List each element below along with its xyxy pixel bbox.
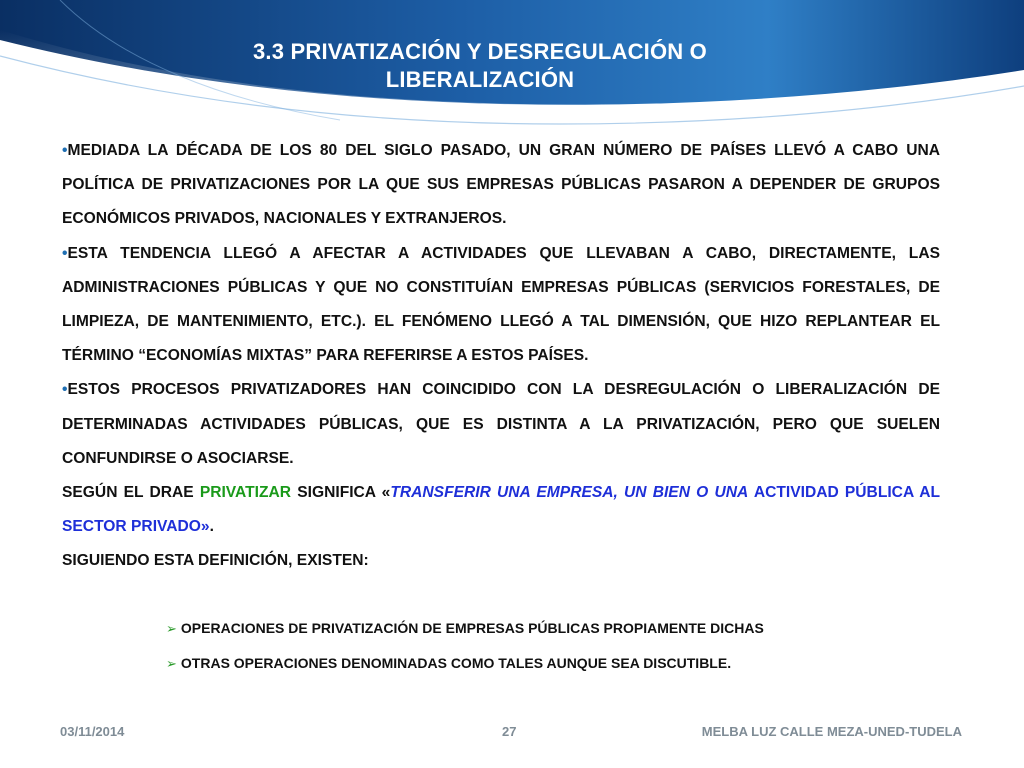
footer-date: 03/11/2014 xyxy=(60,724,125,739)
paragraph-text: ESTA TENDENCIA LLEGÓ A AFECTAR A ACTIVIDADES QUE LLEVABAN A CABO, DIRECTAMENTE, LAS ADMINISTRACIONES PÚBLICAS Y QUE NO CONSTITUÍAN EMPRESAS PÚBLICAS (SERVICIOS FORESTALES, DE LIMPIEZA, DE MANTENIMIENTO, ETC.). EL FENÓMENO LLEGÓ A TAL DIMENSIÓN, QUE HIZO REPLANTEAR EL TÉRMINO “ECONOMÍAS MIXTAS” PARA REFERIRSE A ESTOS PAÍSES. xyxy=(62,244,940,365)
bullet-dot-icon: • xyxy=(62,381,68,399)
bullet-paragraph-3 xyxy=(62,373,940,476)
drae-definition-italic: TRANSFERIR UNA EMPRESA, UN BIEN O UNA xyxy=(390,484,749,502)
paragraph-existen: SIGUIENDO ESTA DEFINICIÓN, EXISTEN: xyxy=(62,552,369,570)
bullet-paragraph-1 xyxy=(62,134,940,237)
bullet-dot-icon: • xyxy=(62,142,68,159)
paragraph-text: ESTOS PROCESOS PRIVATIZADORES HAN COINCIDIDO CON LA DESREGULACIÓN O LIBERALIZACIÓN DE DETERMINADAS ACTIVIDADES PÚBLICAS, QUE ES DISTINTA A LA PRIVATIZACIÓN, PERO QUE SUELEN CONFUNDIRSE O ASOCIARSE. xyxy=(62,381,940,467)
bullet-paragraph-2 xyxy=(62,237,940,374)
title-line-2: LIBERALIZACIÓN xyxy=(385,67,575,92)
arrow-bullet-icon: ➢ xyxy=(166,656,177,671)
sub-bullet-1 xyxy=(166,620,764,637)
drae-definition-rest: ACTIVIDAD PÚBLICA AL SECTOR PRIVADO» xyxy=(62,484,941,536)
drae-end: . xyxy=(209,518,214,536)
footer-page-number: 27 xyxy=(502,724,517,739)
drae-middle: SIGNIFICA xyxy=(291,484,382,502)
drae-definition-paragraph xyxy=(62,476,940,544)
sub-bullet-text: OPERACIONES DE PRIVATIZACIÓN DE EMPRESAS PÚBLICAS PROPIAMENTE DICHAS xyxy=(180,620,764,636)
slide-title xyxy=(130,38,830,94)
slide-body xyxy=(62,134,940,579)
drae-prefix: SEGÚN EL DRAE xyxy=(62,484,200,502)
paragraph-text: MEDIADA LA DÉCADA DE LOS 80 DEL SIGLO PASADO, UN GRAN NÚMERO DE PAÍSES LLEVÓ A CABO UNA POLÍTICA DE PRIVATIZACIONES POR LA QUE SUS EMPRESAS PÚBLICAS PASARON A DEPENDER DE GRUPOS ECONÓMICOS PRIVADOS, NACIONALES Y EXTRANJEROS. xyxy=(62,142,940,228)
footer-author: MELBA LUZ CALLE MEZA-UNED-TUDELA xyxy=(701,724,962,739)
drae-term: PRIVATIZAR xyxy=(199,484,292,502)
bullet-dot-icon: • xyxy=(62,244,68,262)
sub-bullet-text: OTRAS OPERACIONES DENOMINADAS COMO TALES AUNQUE SEA DISCUTIBLE. xyxy=(180,655,732,671)
title-line-1: 3.3 PRIVATIZACIÓN Y DESREGULACIÓN O xyxy=(253,39,707,64)
sub-bullet-2 xyxy=(166,655,731,672)
arrow-bullet-icon: ➢ xyxy=(166,621,177,636)
drae-open-quote: « xyxy=(381,484,391,502)
